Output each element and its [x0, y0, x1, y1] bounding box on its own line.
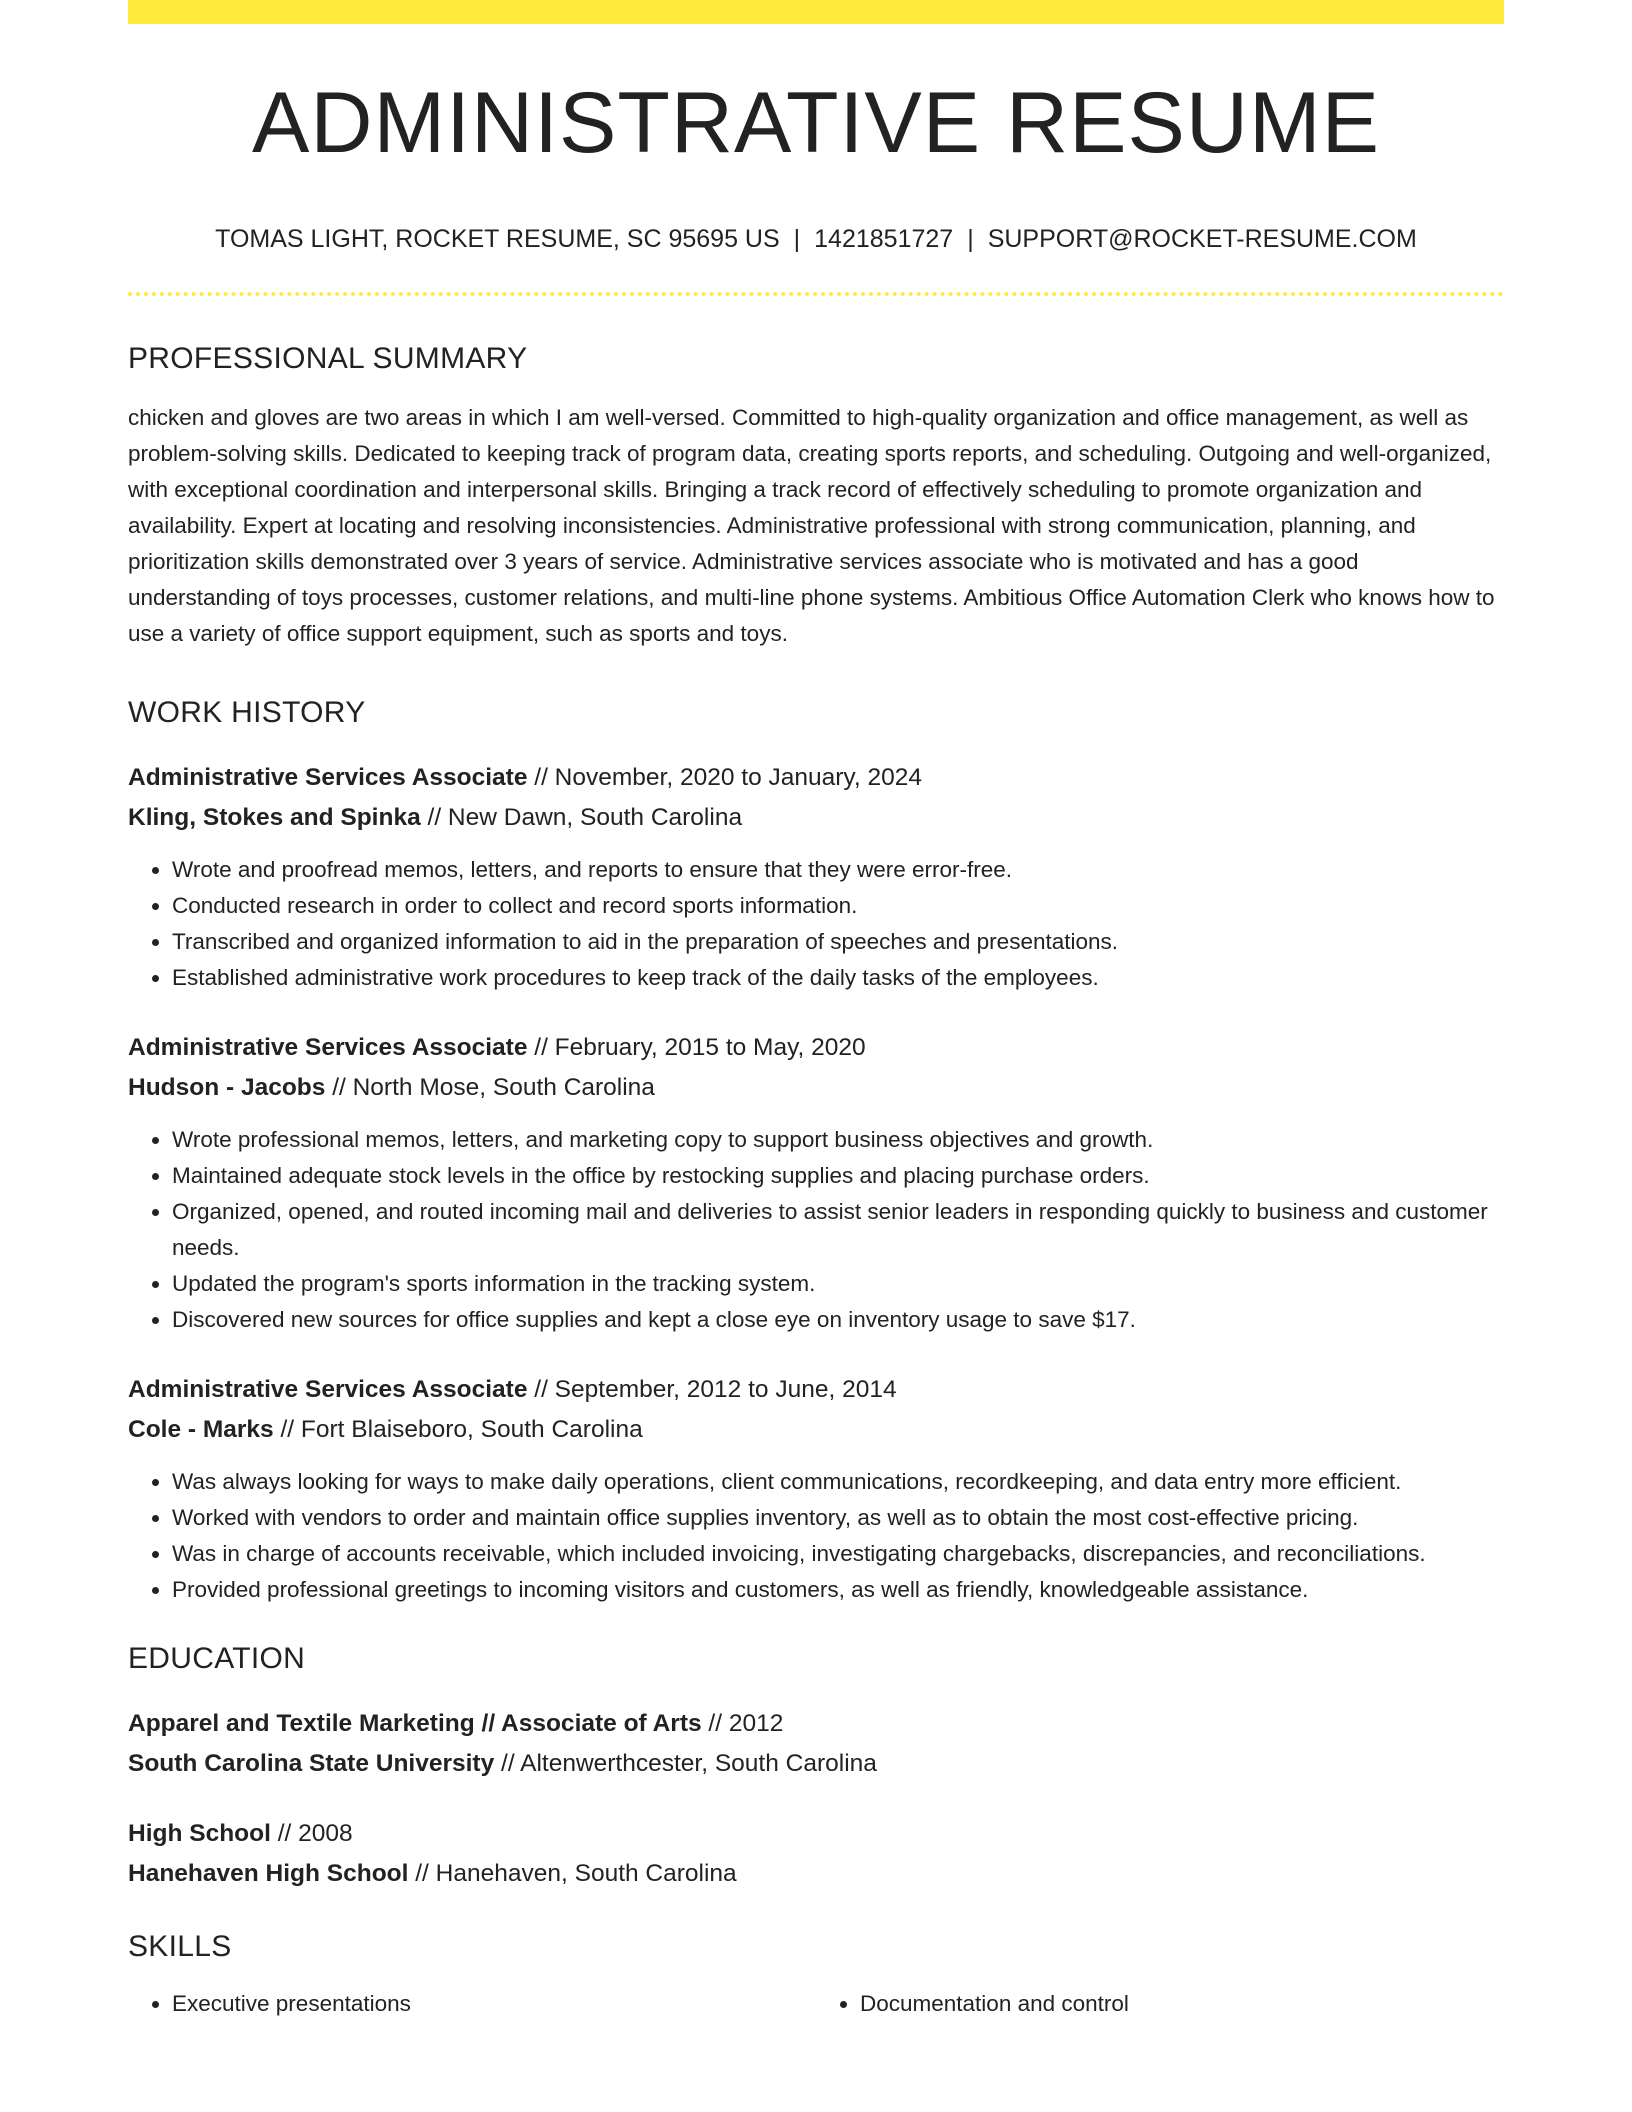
job-company-line: [128, 1410, 1504, 1450]
skill-item: • Executive presentations: [172, 1986, 816, 2022]
job-dates: // September, 2012 to June, 2014: [527, 1376, 897, 1403]
education-year: // 2008: [270, 1820, 353, 1847]
job-dates: // November, 2020 to January, 2024: [527, 764, 922, 791]
education-school-line: [128, 1744, 1504, 1784]
job-title: Administrative Services Associate: [128, 764, 528, 791]
job-location: // North Mose, South Carolina: [325, 1074, 655, 1101]
education-year: // 2012: [701, 1710, 784, 1737]
job-location: // New Dawn, South Carolina: [420, 804, 743, 831]
top-accent-bar: [128, 0, 1504, 24]
job-dates: // February, 2015 to May, 2020: [527, 1034, 866, 1061]
contact-phone: 1421851727: [814, 225, 954, 253]
education-school: South Carolina State University: [128, 1750, 495, 1777]
education-school-line: [128, 1854, 1504, 1894]
job-entry: [128, 1028, 1504, 1338]
resume-page: [128, 0, 1504, 2022]
list-item: • Transcribed and organized information to aid in the preparation of speeches and presentations.: [172, 924, 1504, 960]
education-degree-line: [128, 1704, 1504, 1744]
skill-item: • Documentation and control: [860, 1986, 1504, 2022]
contact-address: TOMAS LIGHT, ROCKET RESUME, SC 95695 US: [215, 225, 780, 253]
skills-column-left: [128, 1986, 816, 2022]
list-item: • Provided professional greetings to incoming visitors and customers, as well as friendly, knowledgeable assistance.: [172, 1572, 1504, 1608]
job-company: Hudson - Jacobs: [128, 1074, 326, 1101]
list-item: • Organized, opened, and routed incoming mail and deliveries to assist senior leaders in responding quickly to business and customer needs.: [172, 1194, 1504, 1266]
list-item: • Updated the program's sports information in the tracking system.: [172, 1266, 1504, 1302]
job-company-line: [128, 1068, 1504, 1108]
job-company: Kling, Stokes and Spinka: [128, 804, 421, 831]
job-entry: [128, 758, 1504, 996]
job-title-line: [128, 1370, 1504, 1410]
education-degree: High School: [128, 1820, 271, 1847]
education-entry: [128, 1814, 1504, 1894]
education-school: Hanehaven High School: [128, 1860, 409, 1887]
work-history-heading: WORK HISTORY: [128, 696, 366, 729]
list-item: • Established administrative work procedures to keep track of the daily tasks of the employees.: [172, 960, 1504, 996]
list-item: • Wrote and proofread memos, letters, and reports to ensure that they were error-free.: [172, 852, 1504, 888]
list-item: • Wrote professional memos, letters, and marketing copy to support business objectives and growth.: [172, 1122, 1504, 1158]
education-degree: Apparel and Textile Marketing // Associate of Arts: [128, 1710, 702, 1737]
list-item: • Worked with vendors to order and maintain office supplies inventory, as well as to obtain the most cost-effective pricing.: [172, 1500, 1504, 1536]
education-heading: EDUCATION: [128, 1642, 306, 1675]
list-item: • Was always looking for ways to make daily operations, client communications, recordkeeping, and data entry more efficient.: [172, 1464, 1504, 1500]
list-item: • Discovered new sources for office supplies and kept a close eye on inventory usage to save $17.: [172, 1302, 1504, 1338]
job-location: // Fort Blaiseboro, South Carolina: [273, 1416, 643, 1443]
job-title: Administrative Services Associate: [128, 1034, 528, 1061]
skills-heading: SKILLS: [128, 1930, 232, 1963]
job-bullets: [128, 852, 1504, 996]
list-item: • Was in charge of accounts receivable, which included invoicing, investigating chargebacks, discrepancies, and reconciliations.: [172, 1536, 1504, 1572]
job-company-line: [128, 798, 1504, 838]
job-company: Cole - Marks: [128, 1416, 274, 1443]
education-location: // Hanehaven, South Carolina: [408, 1860, 737, 1887]
contact-line: [128, 224, 1504, 254]
education-location: // Altenwerthcester, South Carolina: [494, 1750, 877, 1777]
education-degree-line: [128, 1814, 1504, 1854]
resume-title: ADMINISTRATIVE RESUME: [252, 75, 1380, 171]
summary-heading: PROFESSIONAL SUMMARY: [128, 342, 528, 375]
job-bullets: [128, 1122, 1504, 1338]
summary-text: chicken and gloves are two areas in which I am well-versed. Committed to high-quality organization and office management, as well as problem-solving skills. Dedicated to keeping track of program data, creating sports reports, and scheduling. Outgoing and well-organized, with exceptional coordination and interpersonal skills. Bringing a track record of effectively scheduling to promote organization and availability. Expert at locating and resolving inconsistencies. Administrative professional with strong communication, planning, and prioritization skills demonstrated over 3 years of service. Administrative services associate who is motivated and has a good understanding of toys processes, customer relations, and multi-line phone systems. Ambitious Office Automation Clerk who knows how to use a variety of office support equipment, such as sports and toys.: [128, 405, 1495, 646]
header-divider: [128, 292, 1504, 296]
contact-separator: |: [967, 225, 974, 253]
skills-column-right: [816, 1986, 1504, 2022]
job-title-line: [128, 758, 1504, 798]
list-item: • Conducted research in order to collect and record sports information.: [172, 888, 1504, 924]
education-entry: [128, 1704, 1504, 1784]
job-title-line: [128, 1028, 1504, 1068]
job-title: Administrative Services Associate: [128, 1376, 528, 1403]
skills-grid: [128, 1986, 1504, 2022]
contact-email: SUPPORT@ROCKET-RESUME.COM: [987, 225, 1417, 253]
job-entry: [128, 1370, 1504, 1608]
job-bullets: [128, 1464, 1504, 1608]
list-item: • Maintained adequate stock levels in the office by restocking supplies and placing purchase orders.: [172, 1158, 1504, 1194]
contact-separator: |: [793, 225, 801, 253]
